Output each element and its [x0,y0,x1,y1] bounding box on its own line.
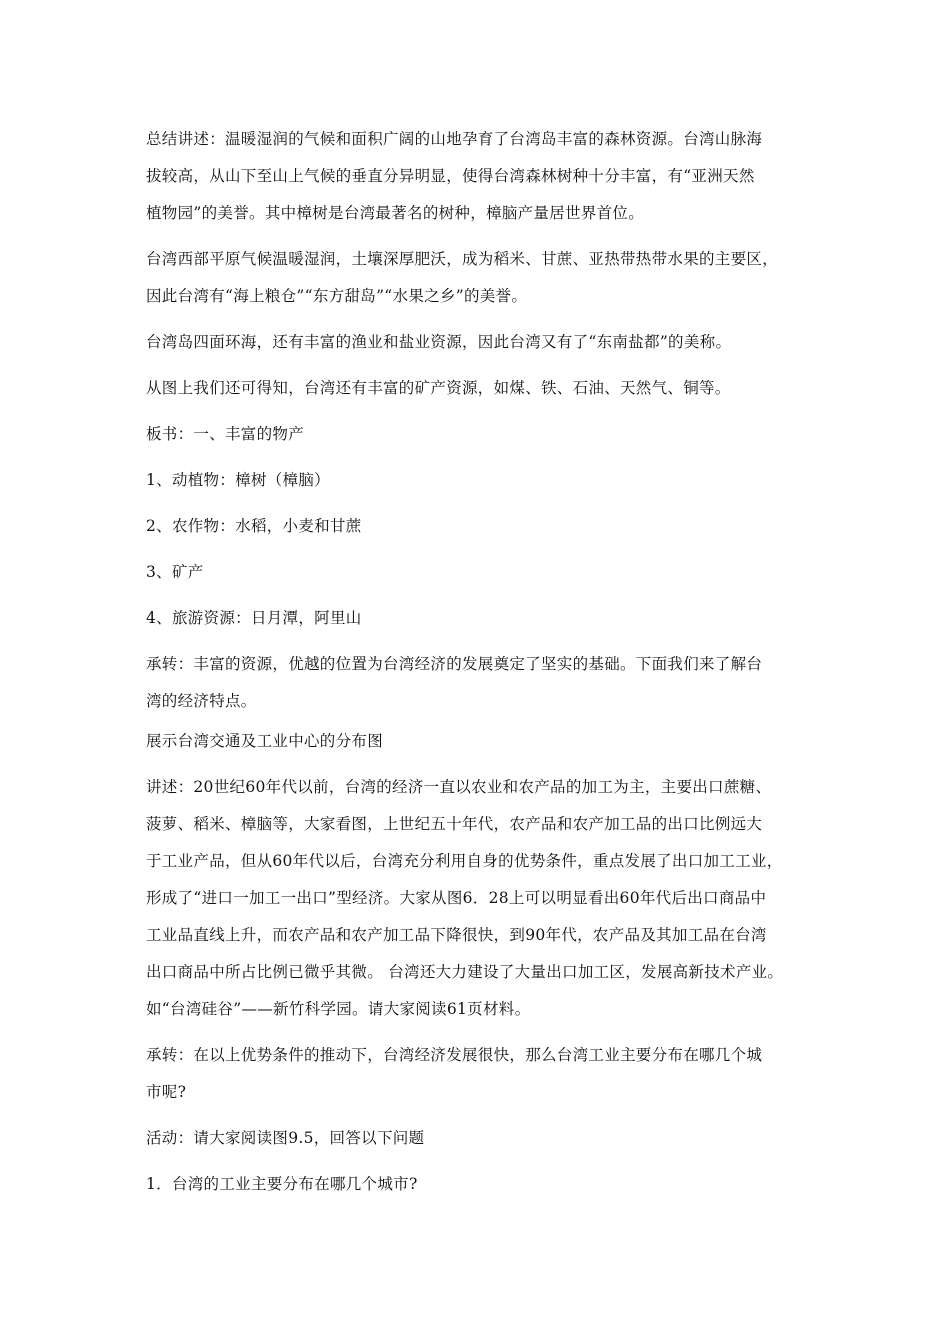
text-line: 1、动植物：樟树（樟脑） [146,471,330,489]
paragraph-minerals [146,370,836,407]
blackboard-heading [146,416,836,453]
text-line: 展示台湾交通及工业中心的分布图 [146,732,384,750]
text-line: 市呢? [146,1083,187,1101]
list-item-crops [146,508,836,545]
text-line: 植物园”的美誉。其中樟树是台湾最著名的树种，樟脑产量居世界首位。 [146,204,645,222]
text-line: 台湾岛四面环海，还有丰富的渔业和盐业资源，因此台湾又有了“东南盐都”的美称。 [146,333,732,351]
text-line: 拔较高，从山下至山上气候的垂直分异明显，使得台湾森林树种十分丰富，有“亚洲天然 [146,167,755,185]
paragraph-show-map [146,723,836,760]
text-line: 湾的经济特点。 [146,692,257,710]
text-line: 于工业产品，但从60年代以后，台湾充分利用自身的优势条件，重点发展了出口加工工业， [146,852,783,870]
paragraph-activity [146,1120,836,1157]
list-item-tourism [146,600,836,637]
text-line: 3、矿产 [146,563,204,581]
text-line: 2、农作物：水稻，小麦和甘蔗 [146,517,362,535]
question-item [146,1166,836,1203]
text-line: 总结讲述：温暖湿润的气候和面积广阔的山地孕育了台湾岛丰富的森林资源。台湾山脉海 [146,130,763,148]
text-line: 形成了“进口一加工一出口”型经济。大家从图6．28上可以明显看出60年代后出口商品中 [146,889,767,907]
text-line: 承转：在以上优势条件的推动下，台湾经济发展很快，那么台湾工业主要分布在哪几个城 [146,1046,763,1064]
paragraph-transition-industry [146,1037,836,1111]
text-line: 承转：丰富的资源，优越的位置为台湾经济的发展奠定了坚实的基础。下面我们来了解台 [146,655,763,673]
text-line: 工业品直线上升，而农产品和农产加工品下降很快，到90年代，农产品及其加工品在台湾 [146,926,767,944]
text-line: 4、旅游资源：日月潭，阿里山 [146,609,362,627]
text-line: 活动：请大家阅读图9.5，回答以下问题 [146,1129,425,1147]
text-line: 1．台湾的工业主要分布在哪几个城市? [146,1175,418,1193]
document-page [146,121,836,1203]
text-line: 如“台湾硅谷”——新竹科学园。请大家阅读61页材料。 [146,1000,531,1018]
paragraph-transition-economy [146,646,836,720]
text-line: 讲述：20世纪60年代以前，台湾的经济一直以农业和农产品的加工为主，主要出口蔗糖、 [146,778,772,796]
list-item-plants-animals [146,462,836,499]
text-line: 板书：一、丰富的物产 [146,425,305,443]
list-item-minerals [146,554,836,591]
text-line: 从图上我们还可得知，台湾还有丰富的矿产资源，如煤、铁、石油、天然气、铜等。 [146,379,731,397]
paragraph-economy-lecture [146,769,836,1028]
paragraph-fishery-salt [146,324,836,361]
text-line: 菠萝、稻米、樟脑等，大家看图，上世纪五十年代，农产品和农产加工品的出口比例远大 [146,815,763,833]
paragraph-western-plain [146,241,836,315]
text-line: 因此台湾有“海上粮仓”“东方甜岛”“水果之乡”的美誉。 [146,287,528,305]
text-line: 出口商品中所占比例已微乎其微。 台湾还大力建设了大量出口加工区，发展高新技术产业。 [146,963,784,981]
paragraph-summary-forest [146,121,836,232]
text-line: 台湾西部平原气候温暖湿润，土壤深厚肥沃，成为稻米、甘蔗、亚热带热带水果的主要区， [146,250,779,268]
